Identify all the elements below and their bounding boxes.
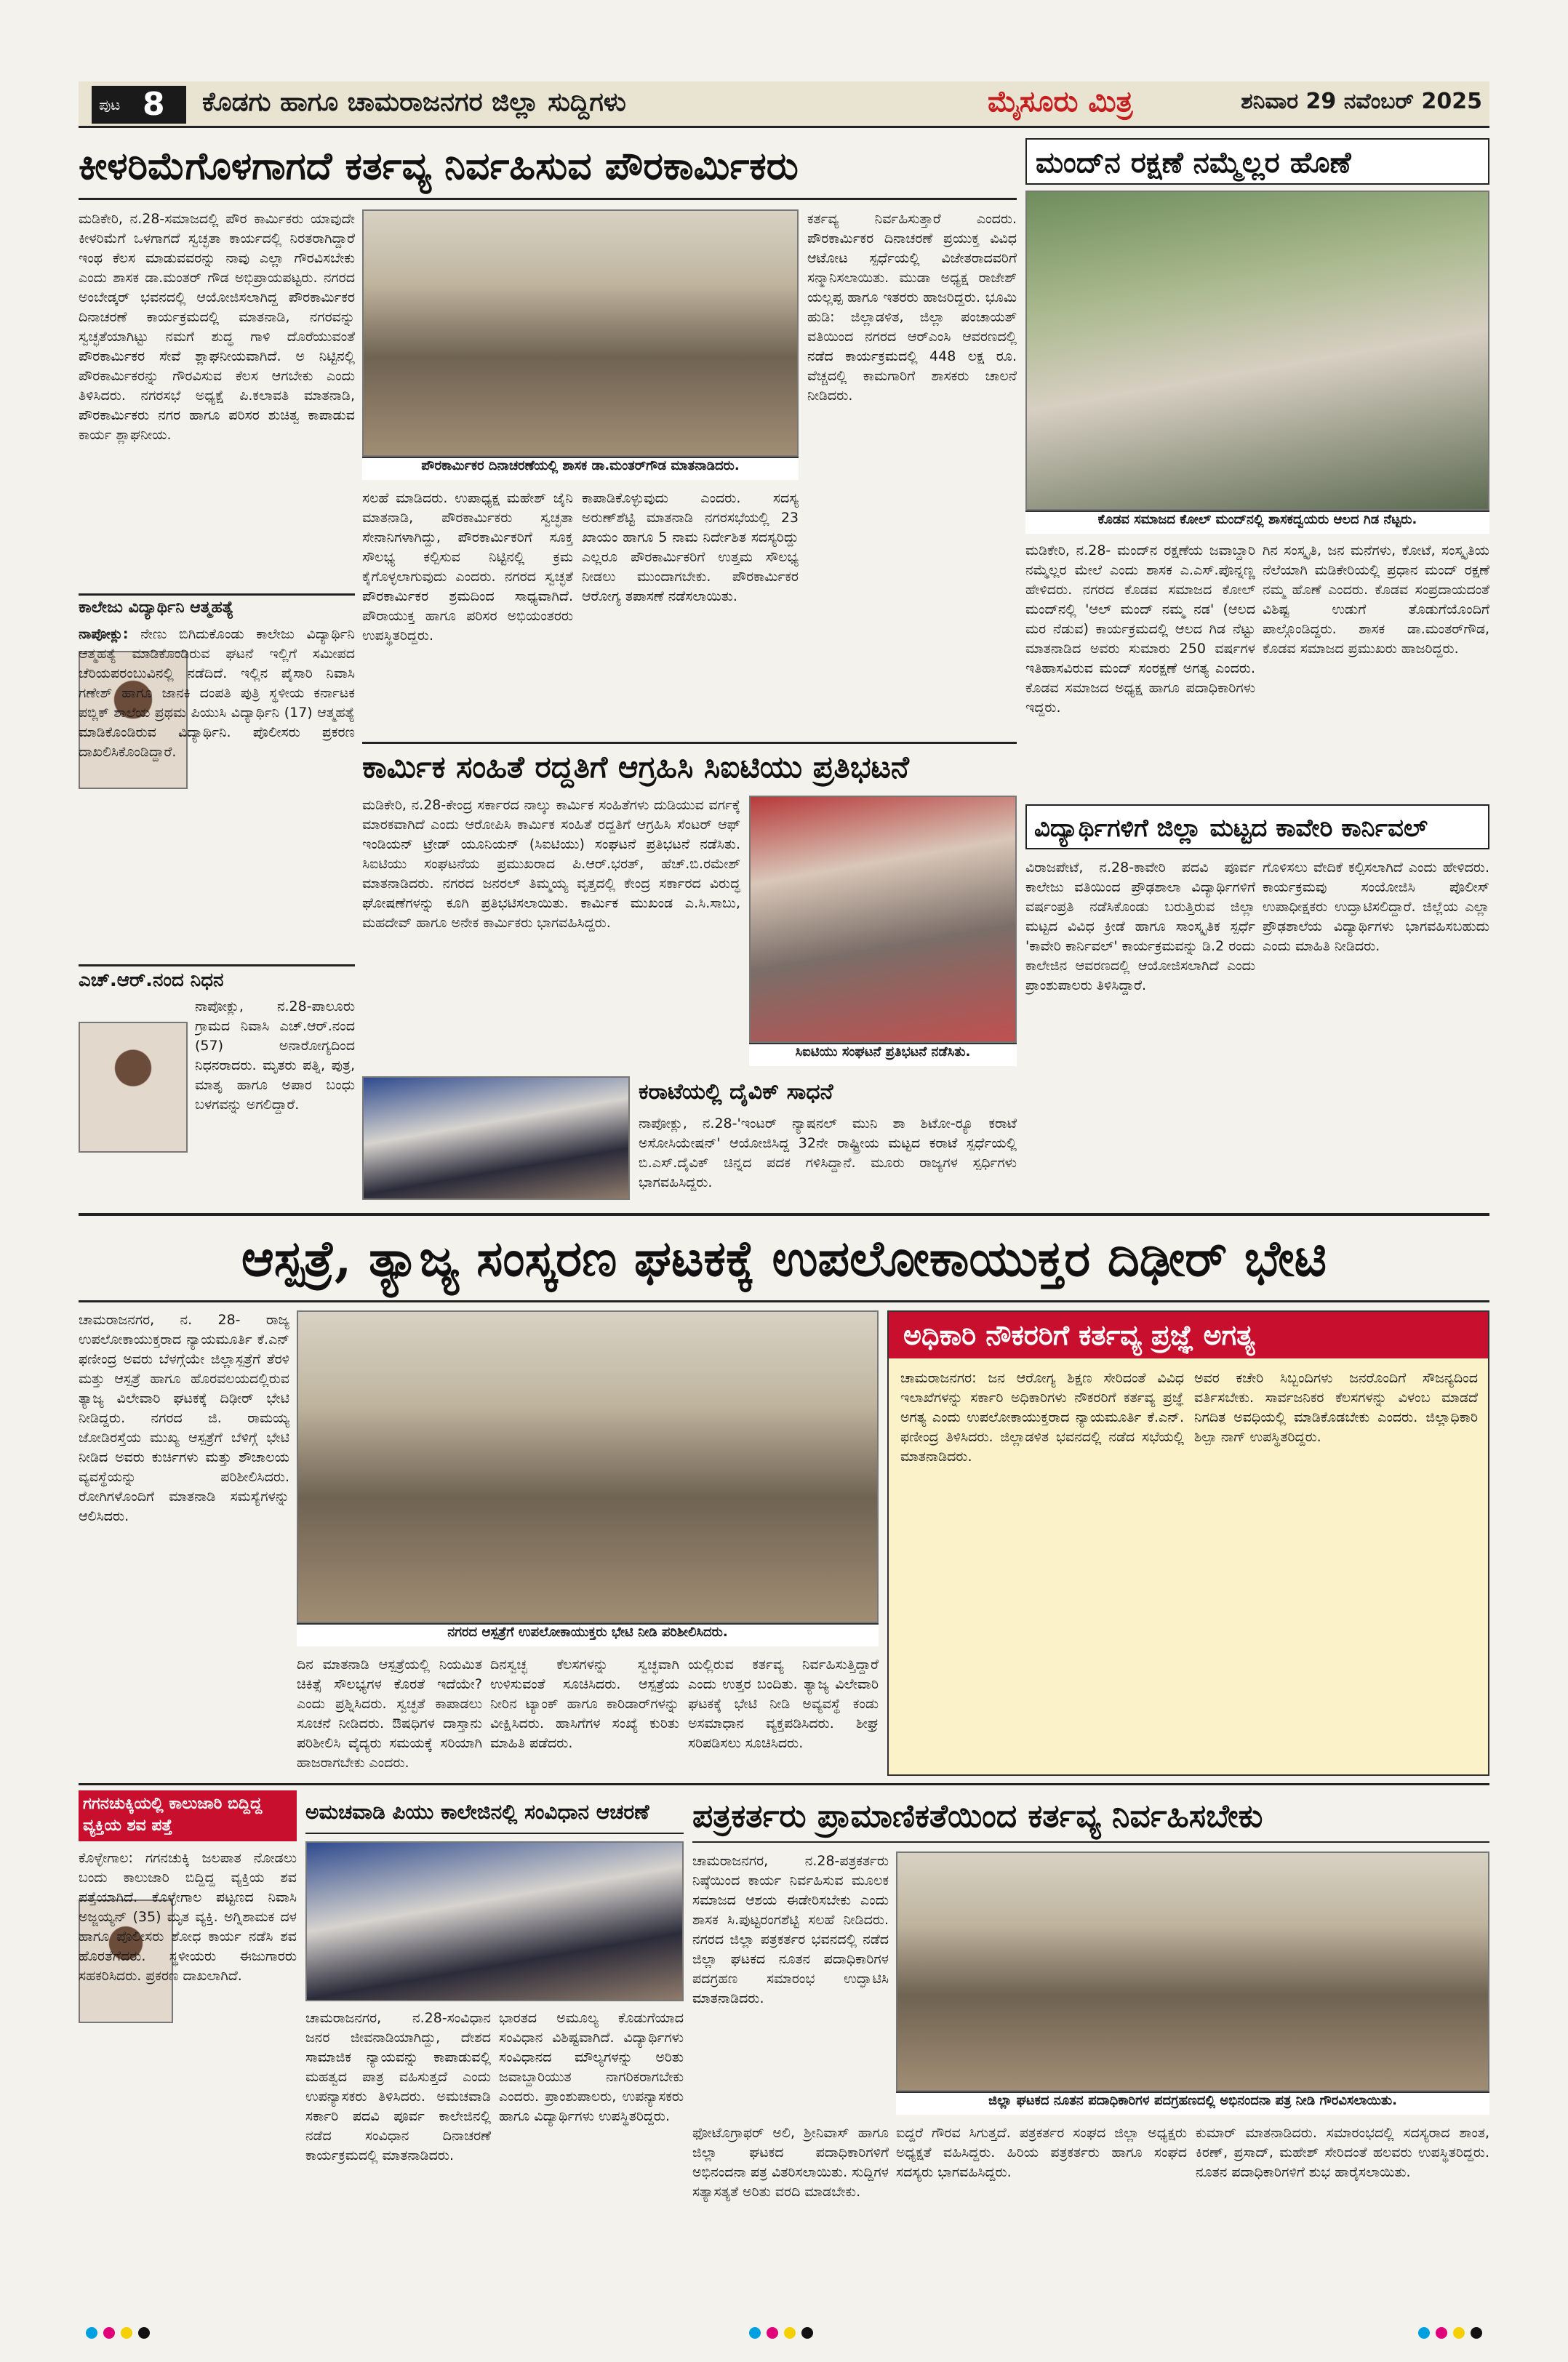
story4-text: ನಾಪೋಕ್ಲು, ನ.28-'ಇಂಟರ್ ನ್ಯಾಷನಲ್ ಮುನಿ ಶಾ ಶಿಟೋ-ರ್‍ಯೂ ಕರಾಟೆ ಅಸೋಸಿಯೇಷನ್' ಆಯೋಜಿಸಿದ್ದ 32ನೇ ರಾಷ್ಟ್ರೀಯ ಮಟ್ಟದ ಕರಾಟೆ ಸ್ಪರ್ಧೆಯಲ್ಲಿ ಬಿ.ಎಸ್.ದೈವಿಕ್ ಚಿನ್ನದ ಪದಕ ಗಳಿಸಿದ್ದಾನೆ. ಮೂರು ರಾಜ್ಯಗಳ ಸ್ಪರ್ಧಿಗಳು ಭಾಗವಹಿಸಿದ್ದರು.: [639, 1116, 1017, 1190]
story6-photo-caption: ನಗರದ ಆಸ್ಪತ್ರೆಗೆ ಉಪಲೋಕಾಯುಕ್ತರು ಭೇಟಿ ನೀಡಿ ಪರಿಶೀಲಿಸಿದರು.: [297, 1623, 879, 1646]
story1-headline: ಕೀಳರಿಮೆಗೊಳಗಾಗದೆ ಕರ್ತವ್ಯ ನಿರ್ವಹಿಸುವ ಪೌರಕಾರ್ಮಿಕರು: [79, 144, 799, 188]
story8-headline: ಗಗನಚುಕ್ಕಿಯಲ್ಲಿ ಕಾಲುಜಾರಿ ಬಿದ್ದಿದ್ದ ವ್ಯಕ್ತಿಯ ಶವ ಪತ್ತೆ: [79, 1790, 297, 1841]
story9-headline: ಅಮಚವಾಡಿ ಪಿಯು ಕಾಲೇಜಿನಲ್ಲಿ ಸಂವಿಧಾನ ಆಚರಣೆ: [305, 1790, 684, 1834]
story9-text-col1: ಚಾಮರಾಜನಗರ, ನ.28-ಸಂವಿಧಾನ ಜನರ ಜೀವನಾಡಿಯಾಗಿದ್ದು, ದೇಶದ ಸಾಮಾಜಿಕ ನ್ಯಾಯವನ್ನು ಕಾಪಾಡುವಲ್ಲಿ ಮಹತ್ವದ ಪಾತ್ರ ವಹಿಸುತ್ತದೆ ಎಂದು ಉಪನ್ಯಾಸಕರು ತಿಳಿಸಿದರು. ಅಮಚವಾಡಿ ಸರ್ಕಾರಿ ಪದವಿ ಪೂರ್ವ ಕಾಲೇಜಿನಲ್ಲಿ ನಡೆದ ಸಂವಿಧಾನ ದಿನಾಚರಣೆ ಕಾರ್ಯಕ್ರಮದಲ್ಲಿ ಮಾತನಾಡಿದರು.: [305, 2010, 491, 2163]
story10-headline: ಪತ್ರಕರ್ತರು ಪ್ರಾಮಾಣಿಕತೆಯಿಂದ ಕರ್ತವ್ಯ ನಿರ್ವಹಿಸಬೇಕು: [692, 1790, 1489, 1843]
story7-header: [889, 1312, 1488, 1358]
registration-dot: [801, 2327, 813, 2339]
story6-text-col1: ಚಾಮರಾಜನಗರ, ನ. 28- ರಾಜ್ಯ ಉಪಲೋಕಾಯುಕ್ತರಾದ ನ್ಯಾಯಮೂರ್ತಿ ಕೆ.ಎನ್ ಫಣೀಂದ್ರ ಅವರು ಬೆಳಗ್ಗೆಯೇ ಜಿಲ್ಲಾಸ್ಪತ್ರೆಗೆ ತೆರಳಿ ಮತ್ತು ಆಸ್ಪತ್ರೆ ಹಾಗೂ ಹೊರವಲಯದಲ್ಲಿರುವ ತ್ಯಾಜ್ಯ ವಿಲೇವಾರಿ ಘಟಕಕ್ಕೆ ದಿಢೀರ್ ಭೇಟಿ ನೀಡಿದ್ದರು. ನಗರದ ಜಿ. ರಾಮಯ್ಯ ಜೋಡಿರಸ್ತೆಯ ಮುಖ್ಯ ಆಸ್ಪತ್ರೆಗೆ ಬೆಳಿಗ್ಗೆ ಭೇಟಿ ನೀಡಿದ ಅವರು ಕುರ್ಚಿಗಳು ಮತ್ತು ಶೌಚಾಲಯ ವ್ಯವಸ್ಥೆಯನ್ನು ಪರಿಶೀಲಿಸಿದರು. ರೋಗಿಗಳೊಂದಿಗೆ ಮಾತನಾಡಿ ಸಮಸ್ಯೆಗಳನ್ನು ಆಲಿಸಿದರು.: [79, 1312, 289, 1524]
story5-text2: ಗೊಳಿಸಲು ವೇದಿಕೆ ಕಲ್ಪಿಸಲಾಗಿದೆ ಎಂದು ಹೇಳಿದರು. ಕಾರ್ಯಕ್ರಮವು ಸಂಯೋಜಿಸಿ ಪೊಲೀಸ್ ಉಪಾಧೀಕ್ಷಕರು ಉದ್ಘಾಟಿಸಲಿದ್ದಾರೆ. ಜಿಲ್ಲೆಯ ಎಲ್ಲಾ ಪ್ರೌಢಶಾಲೆಯ ವಿದ್ಯಾರ್ಥಿಗಳು ಭಾಗವಹಿಸಬಹುದು ಎಂದು ಮಾಹಿತಿ ನೀಡಿದರು.: [1263, 860, 1489, 954]
obituary2-text: ನಾಪೋಕ್ಲು, ನ.28-ಪಾಲೂರು ಗ್ರಾಮದ ನಿವಾಸಿ ಎಚ್.ಆರ್.ನಂದ (57) ಅನಾರೋಗ್ಯದಿಂದ ನಿಧನರಾದರು. ಮೃತರು ಪತ್ನಿ, ಪುತ್ರ, ಮಾತೃ ಹಾಗೂ ಅಪಾರ ಬಂಧು ಬಳಗವನ್ನು ಅಗಲಿದ್ದಾರೆ.: [195, 998, 355, 1113]
story2-headline: ಮಂದ್‌ನ ರಕ್ಷಣೆ ನಮ್ಮೆಲ್ಲರ ಹೊಣೆ: [1025, 138, 1489, 185]
story2-photo-caption: ಕೊಡವ ಸಮಾಜದ ಕೋಲ್ ಮಂದ್‌ನಲ್ಲಿ ಶಾಸಕದ್ವಯರು ಆಲದ ಗಿಡ ನೆಟ್ಟರು.: [1025, 511, 1489, 534]
story10-text-col3: ಐದ್ದರೆ ಗೌರವ ಸಿಗುತ್ತದೆ. ಪತ್ರಕರ್ತರ ಸಂಘದ ಜಿಲ್ಲಾ ಅಧ್ಯಕ್ಷರು ಅಧ್ಯಕ್ಷತೆ ವಹಿಸಿದ್ದರು. ಹಿರಿಯ ಪತ್ರಕರ್ತರು ಹಾಗೂ ಸಂಘದ ಸದಸ್ಯರು ಭಾಗವಹಿಸಿದ್ದರು.: [896, 2125, 1187, 2180]
story6-text-col4: ಯಲ್ಲಿರುವ ಕರ್ತವ್ಯ ನಿರ್ವಹಿಸುತ್ತಿದ್ದಾರೆ ಎಂದು ಉತ್ತರ ಬಂದಿತು. ತ್ಯಾಜ್ಯ ವಿಲೇವಾರಿ ಘಟಕಕ್ಕೆ ಭೇಟಿ ನೀಡಿ ಅವ್ಯವಸ್ಥೆ ಕಂಡು ಅಸಮಾಧಾನ ವ್ಯಕ್ತಪಡಿಸಿದರು. ಶೀಘ್ರ ಸರಿಪಡಿಸಲು ಸೂಚಿಸಿದರು.: [688, 1657, 879, 1751]
story2-text-col2: ಗಿನ ಸಂಸ್ಕೃತಿ, ಜನ ಮನೆಗಳು, ಕೋಟೆ, ಸಂಸ್ಕೃತಿಯ ನೆಲೆಯಾಗಿ ಮಡಿಕೇರಿಯಲ್ಲಿ ಪ್ರಧಾನ ಮಂದ್ ರಕ್ಷಣೆ ನಮ್ಮ ಹೊಣೆ ಎಂದರು. ಕೊಡವ ಸಂಪ್ರದಾಯದಂತೆ ವಿಶಿಷ್ಟ ಉಡುಗೆ ತೊಡುಗೆಯೊಂದಿಗೆ ಪಾಲ್ಗೊಂಡಿದ್ದರು. ಶಾಸಕ ಡಾ.ಮಂತರ್‌ಗೌಡ, ಕೊಡವ ಸಮಾಜದ ಪ್ರಮುಖರು ಹಾಜರಿದ್ದರು.: [1263, 543, 1489, 657]
registration-dot: [1471, 2327, 1482, 2339]
page-number: 8: [143, 86, 165, 123]
story1-text-col3: ಕಾಪಾಡಿಕೊಳ್ಳುವುದು ಎಂದರು. ಸದಸ್ಯ ಅರುಣ್‌ಶೆಟ್ಟಿ ಮಾತನಾಡಿ ನಗರಸಭೆಯಲ್ಲಿ 23 ಖಾಯಂ ಹಾಗೂ 5 ನಾಮ ನಿರ್ದೇಶಿತ ಸದಸ್ಯರಿದ್ದು ಎಲ್ಲರೂ ಪೌರಕಾರ್ಮಿಕರಿಗೆ ಉತ್ತಮ ಸೌಲಭ್ಯ ನೀಡಲು ಮುಂದಾಗಬೇಕು. ಪೌರಕಾರ್ಮಿಕರ ಆರೋಗ್ಯ ತಪಾಸಣೆ ನಡೆಸಲಾಯಿತು.: [582, 490, 799, 604]
obituary2-title: ಎಚ್.ಆರ್.ನಂದ ನಿಧನ: [79, 969, 224, 991]
story3-text: ಮಡಿಕೇರಿ, ನ.28-ಕೇಂದ್ರ ಸರ್ಕಾರದ ನಾಲ್ಕು ಕಾರ್ಮಿಕ ಸಂಹಿತೆಗಳು ದುಡಿಯುವ ವರ್ಗಕ್ಕೆ ಮಾರಕವಾಗಿದೆ ಎಂದು ಆರೋಪಿಸಿ ಕಾರ್ಮಿಕ ಸಂಹಿತೆ ರದ್ದತಿಗೆ ಆಗ್ರಹಿಸಿ ಸೆಂಟರ್ ಆಫ್ ಇಂಡಿಯನ್ ಟ್ರೇಡ್ ಯೂನಿಯನ್ (ಸಿಐಟಿಯು) ಸಂಘಟನೆ ಪ್ರತಿಭಟನೆ ನಡೆಸಿತು. ಸಿಐಟಿಯು ಸಂಘಟನೆಯ ಪ್ರಮುಖರಾದ ಪಿ.ಆರ್.ಭರತ್, ಹೆಚ್.ಬಿ.ರಮೇಶ್ ಮಾತನಾಡಿದರು. ನಗರದ ಜನರಲ್ ತಿಮ್ಮಯ್ಯ ವೃತ್ತದಲ್ಲಿ ಕೇಂದ್ರ ಸರ್ಕಾರದ ವಿರುದ್ಧ ಘೋಷಣೆಗಳನ್ನು ಕೂಗಿ ಪ್ರತಿಭಟಿಸಲಾಯಿತು. ಕಾರ್ಮಿಕ ಮುಖಂಡ ಎ.ಸಿ.ಸಾಬು, ಮಹದೇವ್ ಹಾಗೂ ಅನೇಕ ಕಾರ್ಮಿಕರು ಭಾಗವಹಿಸಿದ್ದರು.: [362, 797, 740, 931]
story3-photo: [749, 796, 1017, 1043]
story2-photo: [1025, 191, 1489, 511]
paper-name: ಮೈಸೂರು ಮಿತ್ರ: [988, 84, 1133, 119]
divider: [79, 1300, 1489, 1302]
story4-photo: [362, 1076, 630, 1200]
story1-photo: [362, 209, 799, 457]
story1-photo-caption: ಪೌರಕಾರ್ಮಿಕರ ದಿನಾಚರಣೆಯಲ್ಲಿ ಶಾಸಕ ಡಾ.ಮಂತರ್‌ಗೌಡ ಮಾತನಾಡಿದರು.: [362, 457, 799, 480]
page-badge: [92, 86, 186, 124]
story3-photo-caption: ಸಿಐಟಿಯು ಸಂಘಟನೆ ಪ್ರತಿಭಟನೆ ನಡೆಸಿತು.: [749, 1043, 1017, 1066]
section-title: ಕೊಡಗು ಹಾಗೂ ಚಾಮರಾಜನಗರ ಜಿಲ್ಲಾ ಸುದ್ದಿಗಳು: [202, 87, 626, 117]
obituary2-box: [79, 964, 355, 1204]
divider: [79, 1213, 1489, 1216]
story7-headline: ಅಧಿಕಾರಿ ನೌಕರರಿಗೆ ಕರ್ತವ್ಯ ಪ್ರಜ್ಞೆ ಅಗತ್ಯ: [903, 1318, 1255, 1351]
obituary1-dateline: ನಾಪೋಕ್ಲು:: [79, 626, 129, 642]
registration-dot: [121, 2327, 132, 2339]
registration-dot: [749, 2327, 761, 2339]
story10-text-col1: ಚಾಮರಾಜನಗರ, ನ.28-ಪತ್ರಕರ್ತರು ನಿಷ್ಠೆಯಿಂದ ಕಾರ್ಯ ನಿರ್ವಹಿಸುವ ಮೂಲಕ ಸಮಾಜದ ಆಶಯ ಈಡೇರಿಸಬೇಕು ಎಂದು ಶಾಸಕ ಸಿ.ಪುಟ್ಟರಂಗಶೆಟ್ಟಿ ಸಲಹೆ ನೀಡಿದರು. ನಗರದ ಜಿಲ್ಲಾ ಪತ್ರಕರ್ತರ ಭವನದಲ್ಲಿ ನಡೆದ ಜಿಲ್ಲಾ ಘಟಕದ ನೂತನ ಪದಾಧಿಕಾರಿಗಳ ಪದಗ್ರಹಣ ಸಮಾರಂಭ ಉದ್ಘಾಟಿಸಿ ಮಾತನಾಡಿದರು.: [692, 1853, 889, 2006]
divider: [79, 1783, 1489, 1785]
story10-photo-caption: ಜಿಲ್ಲಾ ಘಟಕದ ನೂತನ ಪದಾಧಿಕಾರಿಗಳ ಪದಗ್ರಹಣದಲ್ಲಿ ಅಭಿನಂದನಾ ಪತ್ರ ನೀಡಿ ಗೌರವಿಸಲಾಯಿತು.: [896, 2091, 1489, 2115]
registration-dot: [103, 2327, 115, 2339]
registration-dot: [767, 2327, 778, 2339]
story10-text-col4: ಕುಮಾರ್ ಮಾತನಾಡಿದರು. ಸಮಾರಂಭದಲ್ಲಿ ಸದಸ್ಯರಾದ ಶಾಂತ, ಕಿರಣ್, ಪ್ರಸಾದ್, ಮಹೇಶ್ ಸೇರಿದಂತೆ ಹಲವರು ಉಪಸ್ಥಿತರಿದ್ದರು. ನೂತನ ಪದಾಧಿಕಾರಿಗಳಿಗೆ ಶುಭ ಹಾರೈಸಲಾಯಿತು.: [1196, 2125, 1489, 2180]
story9-text-col2: ಭಾರತದ ಅಮೂಲ್ಯ ಕೊಡುಗೆಯಾದ ಸಂವಿಧಾನ ವಿಶಿಷ್ಟವಾಗಿದೆ. ವಿದ್ಯಾರ್ಥಿಗಳು ಸಂವಿಧಾನದ ಮೌಲ್ಯಗಳನ್ನು ಅರಿತು ಜವಾಬ್ದಾರಿಯುತ ನಾಗರಿಕರಾಗಬೇಕು ಎಂದರು. ಪ್ರಾಂಶುಪಾಲರು, ಉಪನ್ಯಾಸಕರು ಹಾಗೂ ವಿದ್ಯಾರ್ಥಿಗಳು ಉಪಸ್ಥಿತರಿದ್ದರು.: [499, 2010, 684, 2124]
story1-text-col2: ಸಲಹೆ ಮಾಡಿದರು. ಉಪಾಧ್ಯಕ್ಷ ಮಹೇಶ್ ಜೈನಿ ಮಾತನಾಡಿ, ಪೌರಕಾರ್ಮಿಕರು ಸ್ವಚ್ಛತಾ ಸೇನಾನಿಗಳಾಗಿದ್ದು, ಪೌರಕಾರ್ಮಿಕರಿಗೆ ಸೂಕ್ತ ಸೌಲಭ್ಯ ಕಲ್ಪಿಸುವ ನಿಟ್ಟಿನಲ್ಲಿ ಕ್ರಮ ಕೈಗೊಳ್ಳಲಾಗುವುದು ಎಂದರು. ನಗರದ ಸ್ವಚ್ಛತೆ ಪೌರಕಾರ್ಮಿಕರ ಶ್ರಮದಿಂದ ಸಾಧ್ಯವಾಗಿದೆ. ಪೌರಾಯುಕ್ತ ಹಾಗೂ ಪರಿಸರ ಅಭಿಯಂತರರು ಉಪಸ್ಥಿತರಿದ್ದರು.: [362, 490, 573, 644]
story1-text-col1: ಮಡಿಕೇರಿ, ನ.28-ಸಮಾಜದಲ್ಲಿ ಪೌರ ಕಾರ್ಮಿಕರು ಯಾವುದೇ ಕೀಳರಿಮೆಗೆ ಒಳಗಾಗದೆ ಸ್ವಚ್ಛತಾ ಕಾರ್ಯದಲ್ಲಿ ನಿರತರಾಗಿದ್ದಾರೆ ಇಂಥ ಕೆಲಸ ಮಾಡುವವರನ್ನು ನಾವು ಎಲ್ಲಾ ಗೌರವಿಸಬೇಕು ಎಂದು ಶಾಸಕ ಡಾ.ಮಂತರ್ ಗೌಡ ಅಭಿಪ್ರಾಯಪಟ್ಟರು. ನಗರದ ಅಂಬೇಡ್ಕರ್ ಭವನದಲ್ಲಿ ಆಯೋಜಿಸಲಾಗಿದ್ದ ಪೌರಕಾರ್ಮಿಕರ ದಿನಾಚರಣೆ ಕಾರ್ಯಕ್ರಮದಲ್ಲಿ ಮಾತನಾಡಿ, ನಗರವನ್ನು ಸ್ವಚ್ಛತೆಯಾಗಿಟ್ಟು ನಮಗೆ ಶುದ್ಧ ಗಾಳಿ ದೊರೆಯುವಂತೆ ಪೌರಕಾರ್ಮಿಕರ ಸೇವೆ ಶ್ಲಾಘನೀಯವಾಗಿದೆ. ಅ ನಿಟ್ಟಿನಲ್ಲಿ ಪೌರಕಾರ್ಮಿಕರನ್ನು ಗೌರವಿಸುವ ಕೆಲಸ ಆಗಬೇಕು ಎಂದು ತಿಳಿಸಿದರು. ನಗರಸಭೆ ಅಧ್ಯಕ್ಷೆ ಪಿ.ಕಲಾವತಿ ಮಾತನಾಡಿ, ಪೌರಕಾರ್ಮಿಕರು ನಗರ ಹಾಗೂ ಪರಿಸರ ಶುಚಿತ್ವ ಕಾಪಾಡುವ ಕಾರ್ಯ ಶ್ಲಾಘನೀಯ.: [79, 211, 355, 443]
obituary1-box: [79, 593, 355, 957]
registration-dot: [1418, 2327, 1430, 2339]
story8-text: ಕೊಳ್ಳೇಗಾಲ: ಗಗನಚುಕ್ಕಿ ಜಲಪಾತ ನೋಡಲು ಬಂದು ಕಾಲುಜಾರಿ ಬಿದ್ದಿದ್ದ ವ್ಯಕ್ತಿಯ ಶವ ಪತ್ತೆಯಾಗಿದೆ. ಕೊಳ್ಳೇಗಾಲ ಪಟ್ಟಣದ ನಿವಾಸಿ ಅಜ್ಜಯ್ಯನ್ (35) ಮೃತ ವ್ಯಕ್ತಿ. ಅಗ್ನಿಶಾಮಕ ದಳ ಹಾಗೂ ಪೊಲೀಸರು ಶೋಧ ಕಾರ್ಯ ನಡೆಸಿ ಶವ ಹೊರತೆಗೆದರು. ಸ್ಥಳೀಯರು ಈಜುಗಾರರು ಸಹಕರಿಸಿದರು. ಪ್ರಕರಣ ದಾಖಲಾಗಿದೆ.: [79, 1850, 297, 1984]
story5-text: ವಿರಾಜಪೇಟೆ, ನ.28-ಕಾವೇರಿ ಪದವಿ ಪೂರ್ವ ಕಾಲೇಜು ವತಿಯಿಂದ ಪ್ರೌಢಶಾಲಾ ವಿದ್ಯಾರ್ಥಿಗಳಿಗೆ ವರ್ಷಂಪ್ರತಿ ನಡೆಸಿಕೊಂಡು ಬರುತ್ತಿರುವ ಜಿಲ್ಲಾ ಮಟ್ಟದ ವಿವಿಧ ಕ್ರೀಡೆ ಹಾಗೂ ಸಾಂಸ್ಕೃತಿಕ ಸ್ಪರ್ಧೆ 'ಕಾವೇರಿ ಕಾರ್ನಿವಲ್' ಕಾರ್ಯಕ್ರಮವನ್ನು ಡಿ.2 ರಂದು ಕಾಲೇಜಿನ ಆವರಣದಲ್ಲಿ ಆಯೋಜಿಸಲಾಗಿದೆ ಎಂದು ಪ್ರಾಂಶುಪಾಲರು ತಿಳಿಸಿದ್ದಾರೆ.: [1025, 860, 1255, 993]
story7-text-col2: ಅವರ ಕಚೇರಿ ಸಿಬ್ಬಂದಿಗಳು ಜನರೊಂದಿಗೆ ಸೌಜನ್ಯದಿಂದ ವರ್ತಿಸಬೇಕು. ಸಾರ್ವಜನಿಕರ ಕೆಲಸಗಳನ್ನು ವಿಳಂಬ ಮಾಡದೆ ನಿಗದಿತ ಅವಧಿಯಲ್ಲಿ ಮಾಡಿಕೊಡಬೇಕು ಎಂದರು. ಜಿಲ್ಲಾಧಿಕಾರಿ ಶಿಲ್ಪಾ ನಾಗ್ ಉಪಸ್ಥಿತರಿದ್ದರು.: [1194, 1370, 1478, 1445]
issue-date: ಶನಿವಾರ 29 ನವೆಂಬರ್ 2025: [1241, 89, 1482, 114]
registration-dot: [1453, 2327, 1465, 2339]
obituary1-text: [79, 625, 355, 952]
story10-text-col2: ಫೋಟೊಗ್ರಾಫರ್ ಅಲಿ, ಶ್ರೀನಿವಾಸ್ ಹಾಗೂ ಜಿಲ್ಲಾ ಘಟಕದ ಪದಾಧಿಕಾರಿಗಳಿಗೆ ಅಭಿನಂದನಾ ಪತ್ರ ವಿತರಿಸಲಾಯಿತು. ಸುದ್ದಿಗಳ ಸತ್ಯಾಸತ್ಯತೆ ಅರಿತು ವರದಿ ಮಾಡಬೇಕು.: [692, 2125, 889, 2200]
registration-dot: [86, 2327, 97, 2339]
story4-headline: ಕರಾಟೆಯಲ್ಲಿ ದೈವಿಕ್ ಸಾಧನೆ: [639, 1079, 833, 1105]
story5-headline: ವಿದ್ಯಾರ್ಥಿಗಳಿಗೆ ಜಿಲ್ಲಾ ಮಟ್ಟದ ಕಾವೇರಿ ಕಾರ್ನಿವಲ್: [1025, 804, 1489, 849]
story1-text-col4: ಕರ್ತವ್ಯ ನಿರ್ವಹಿಸುತ್ತಾರೆ ಎಂದರು. ಪೌರಕಾರ್ಮಿಕರ ದಿನಾಚರಣೆ ಪ್ರಯುಕ್ತ ವಿವಿಧ ಆಟೋಟ ಸ್ಪರ್ಧೆಯಲ್ಲಿ ವಿಜೇತರಾದವರಿಗೆ ಸನ್ಮಾನಿಸಲಾಯಿತು. ಮುಡಾ ಅಧ್ಯಕ್ಷ ರಾಜೇಶ್ ಯಲ್ಲಪ್ಪ ಹಾಗೂ ಇತರರು ಹಾಜರಿದ್ದರು. ಭೂಮಿ ಹುಡಿ: ಜಿಲ್ಲಾಡಳಿತ, ಜಿಲ್ಲಾ ಪಂಚಾಯತ್ ವತಿಯಿಂದ ನಗರದ ಆರ್‌ಎಂಸಿ ಆವರಣದಲ್ಲಿ ನಡೆದ ಕಾರ್ಯಕ್ರಮದಲ್ಲಿ 448 ಲಕ್ಷ ರೂ. ವೆಚ್ಚದಲ್ಲಿ ಕಾಮಗಾರಿಗೆ ಶಾಸಕರು ಚಾಲನೆ ನೀಡಿದರು.: [807, 211, 1017, 404]
story6-text-col2: ದಿನ ಮಾತನಾಡಿ ಆಸ್ಪತ್ರೆಯಲ್ಲಿ ನಿಯಮಿತ ಚಿಕಿತ್ಸೆ ಸೌಲಭ್ಯಗಳ ಕೊರತೆ ಇದೆಯೇ? ಎಂದು ಪ್ರಶ್ನಿಸಿದರು. ಸ್ವಚ್ಛತೆ ಕಾಪಾಡಲು ಸೂಚನೆ ನೀಡಿದರು. ಔಷಧಿಗಳ ದಾಸ್ತಾನು ಪರಿಶೀಲಿಸಿ ವೈದ್ಯರು ಸಮಯಕ್ಕೆ ಸರಿಯಾಗಿ ಹಾಜರಾಗಬೇಕು ಎಂದರು.: [297, 1657, 482, 1771]
story9-photo: [305, 1841, 684, 2001]
obituary1-title: ಕಾಲೇಜು ವಿದ್ಯಾರ್ಥಿನಿ ಆತ್ಮಹತ್ಯೆ: [79, 598, 234, 617]
story6-photo: [297, 1310, 879, 1623]
story10-photo: [896, 1851, 1489, 2091]
story8-box: [79, 1790, 297, 2314]
registration-dot: [1436, 2327, 1447, 2339]
divider: [79, 198, 1017, 200]
story7-box: [887, 1310, 1489, 1776]
story2-text-col1: ಮಡಿಕೇರಿ, ನ.28- ಮಂದ್‌ನ ರಕ್ಷಣೆಯ ಜವಾಬ್ದಾರಿ ನಮ್ಮೆಲ್ಲರ ಮೇಲೆ ಎಂದು ಶಾಸಕ ಎ.ಎಸ್.ಪೊನ್ನಣ್ಣ ಹೇಳಿದರು. ನಗರದ ಕೊಡವ ಸಮಾಜದ ಕೋಲ್ ಮಂದ್‌ನಲ್ಲಿ 'ಆಲ್ ಮಂದ್ ನಮ್ಮ ನಡ' (ಆಲದ ಮರ ನೆಡುವ) ಕಾರ್ಯಕ್ರಮದಲ್ಲಿ ಆಲದ ಗಿಡ ನೆಟ್ಟು ಮಾತನಾಡಿದ ಅವರು ಸುಮಾರು 250 ವರ್ಷಗಳ ಇತಿಹಾಸವಿರುವ ಮಂದ್ ಸಂರಕ್ಷಣೆ ಅಗತ್ಯ ಎಂದರು. ಕೊಡವ ಸಮಾಜದ ಅಧ್ಯಕ್ಷ ಹಾಗೂ ಪದಾಧಿಕಾರಿಗಳು ಇದ್ದರು.: [1025, 543, 1255, 716]
obituary2-photo: [79, 1022, 188, 1153]
story6-text-col3: ದಿನಸ್ವಚ್ಛ ಕೆಲಸಗಳನ್ನು ಸ್ವಚ್ಛವಾಗಿ ಉಳಿಸುವಂತೆ ಸೂಚಿಸಿದರು. ಆಸ್ಪತ್ರೆಯ ನೀರಿನ ಟ್ಯಾಂಕ್ ಹಾಗೂ ಕಾರಿಡಾರ್‌ಗಳನ್ನು ವೀಕ್ಷಿಸಿದರು. ಹಾಸಿಗೆಗಳ ಸಂಖ್ಯೆ ಕುರಿತು ಮಾಹಿತಿ ಪಡೆದರು.: [490, 1657, 679, 1751]
story6-headline: ಆಸ್ಪತ್ರೆ, ತ್ಯಾಜ್ಯ ಸಂಸ್ಕರಣ ಘಟಕಕ್ಕೆ ಉಪಲೋಕಾಯುಕ್ತರ ದಿಢೀರ್ ಭೇಟಿ: [241, 1230, 1327, 1288]
obituary1-body: ನೇಣು ಬಿಗಿದುಕೊಂಡು ಕಾಲೇಜು ವಿದ್ಯಾರ್ಥಿನಿ ಆತ್ಮಹತ್ಯೆ ಮಾಡಿಕೊಂಡಿರುವ ಘಟನೆ ಇಲ್ಲಿಗೆ ಸಮೀಪದ ಚೆರಿಯಪರಂಬುವಿನಲ್ಲಿ ನಡೆದಿದೆ. ಇಲ್ಲಿನ ಪೈಸಾರಿ ನಿವಾಸಿ ಗಣೇಶ್ ಹಾಗೂ ಜಾನಕಿ ದಂಪತಿ ಪುತ್ರಿ ಸ್ಥಳೀಯ ಕರ್ನಾಟಕ ಪಬ್ಲಿಕ್ ಶಾಲೆಯ ಪ್ರಥಮ ಪಿಯುಸಿ ವಿದ್ಯಾರ್ಥಿನಿ (17) ಆತ್ಮಹತ್ಯೆ ಮಾಡಿಕೊಂಡಿರುವ ವಿದ್ಯಾರ್ಥಿನಿ. ಪೊಲೀಸರು ಪ್ರಕರಣ ದಾಖಲಿಸಿಕೊಂಡಿದ್ದಾರೆ.: [79, 626, 355, 760]
registration-dot: [138, 2327, 150, 2339]
masthead: [79, 81, 1489, 128]
page-label: ಪುಟ: [99, 96, 121, 113]
story3-headline: ಕಾರ್ಮಿಕ ಸಂಹಿತೆ ರದ್ದತಿಗೆ ಆಗ್ರಹಿಸಿ ಸಿಐಟಿಯು ಪ್ರತಿಭಟನೆ: [362, 742, 1017, 788]
story7-text-col1: ಚಾಮರಾಜನಗರ: ಜನ ಆರೋಗ್ಯ ಶಿಕ್ಷಣ ಸೇರಿದಂತೆ ವಿವಿಧ ಇಲಾಖೆಗಳನ್ನು ಸರ್ಕಾರಿ ಅಧಿಕಾರಿಗಳು ನೌಕರರಿಗೆ ಕರ್ತವ್ಯ ಪ್ರಜ್ಞೆ ಅಗತ್ಯ ಎಂದು ಉಪಲೋಕಾಯುಕ್ತರಾದ ನ್ಯಾಯಮೂರ್ತಿ ಕೆ.ಎನ್. ಫಣೀಂದ್ರ ತಿಳಿಸಿದರು. ಜಿಲ್ಲಾಡಳಿತ ಭವನದಲ್ಲಿ ನಡೆದ ಸಭೆಯಲ್ಲಿ ಮಾತನಾಡಿದರು.: [900, 1370, 1184, 1465]
registration-dot: [784, 2327, 796, 2339]
